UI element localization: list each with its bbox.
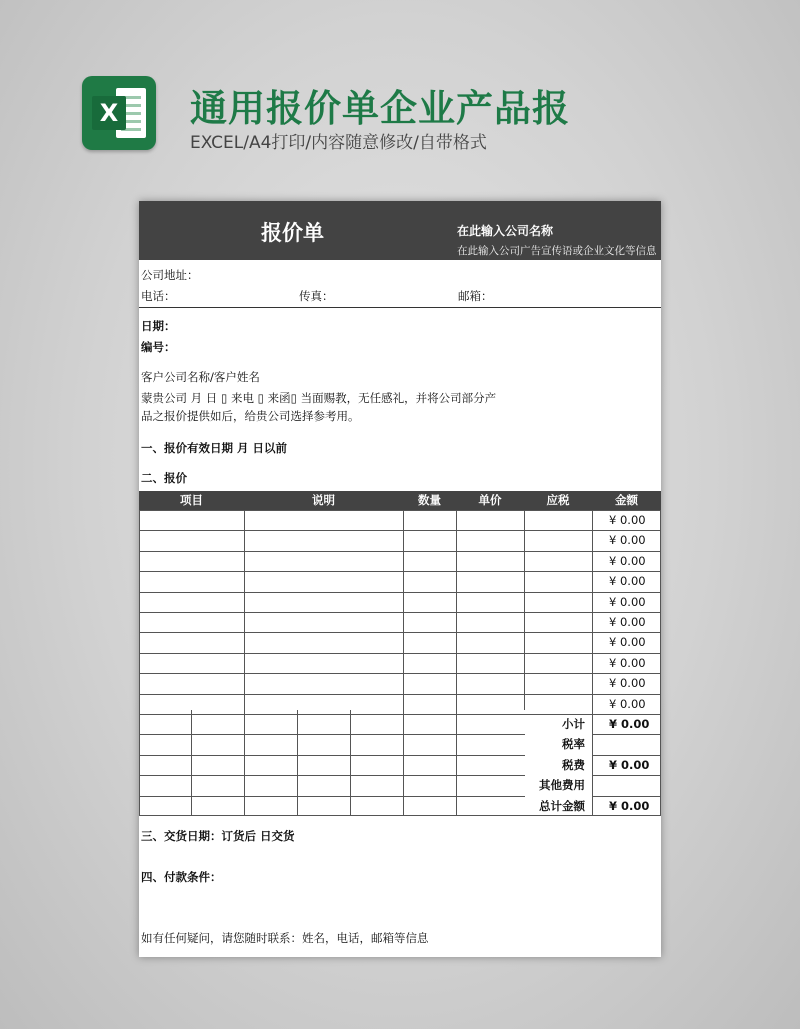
date-label: 日期： — [141, 319, 176, 333]
email-label: 邮箱： — [458, 289, 493, 303]
table-gridline — [139, 571, 661, 572]
amount-cell[interactable]: ¥ 0.00 — [609, 656, 646, 670]
table-gridline — [139, 673, 661, 674]
divider — [139, 307, 661, 308]
table-gridline — [139, 612, 661, 613]
table-gridline — [139, 510, 661, 511]
table-gridline — [139, 632, 661, 633]
address-label: 公司地址： — [141, 268, 199, 282]
page-subtitle: EXCEL/A4打印/内容随意修改/自带格式 — [190, 133, 487, 153]
company-slogan-field[interactable]: 在此输入公司广告宣传语或企业文化等信息 — [457, 245, 657, 257]
table-gridline — [139, 694, 661, 695]
table-gridline — [139, 592, 661, 593]
section-valid-date: 一、报价有效日期 月 日以前 — [141, 441, 288, 455]
page-title: 通用报价单企业产品报 — [190, 87, 570, 130]
summary-value[interactable]: ¥ 0.00 — [609, 717, 650, 731]
intro-text-line2: 品之报价提供如后，给贵公司选择参考用。 — [141, 409, 360, 423]
excel-x-letter: X — [92, 96, 126, 130]
table-gridline — [139, 796, 525, 797]
amount-cell[interactable]: ¥ 0.00 — [609, 513, 646, 527]
amount-cell[interactable]: ¥ 0.00 — [609, 676, 646, 690]
phone-label: 电话： — [141, 289, 176, 303]
intro-text-line1: 蒙贵公司 月 日 ▯ 来电 ▯ 来函▯ 当面赐教，无任感礼，并将公司部分产 — [141, 391, 497, 405]
amount-cell[interactable]: ¥ 0.00 — [609, 615, 646, 629]
amount-cell[interactable]: ¥ 0.00 — [609, 635, 646, 649]
table-gridline — [139, 551, 661, 552]
summary-label: 其他费用 — [539, 778, 585, 792]
amount-cell[interactable]: ¥ 0.00 — [609, 595, 646, 609]
quote-table — [139, 510, 661, 816]
table-gridline — [592, 734, 661, 735]
section-payment-terms: 四、付款条件： — [141, 870, 222, 884]
summary-label: 税率 — [562, 737, 585, 751]
document-header — [139, 201, 661, 260]
column-header-taxable: 应税 — [546, 493, 570, 507]
table-gridline — [139, 653, 661, 654]
summary-label: 税费 — [562, 758, 585, 772]
summary-label: 小计 — [562, 717, 585, 731]
amount-cell[interactable]: ¥ 0.00 — [609, 533, 646, 547]
footer-contact: 如有任何疑问，请您随时联系：姓名，电话，邮箱等信息 — [141, 931, 429, 945]
document-title: 报价单 — [261, 221, 324, 245]
amount-cell[interactable]: ¥ 0.00 — [609, 574, 646, 588]
table-gridline — [139, 530, 661, 531]
excel-icon — [82, 76, 156, 150]
fax-label: 传真： — [299, 289, 334, 303]
summary-label: 总计金额 — [539, 799, 585, 813]
column-header-quantity: 数量 — [418, 493, 441, 507]
column-header-description: 说明 — [312, 493, 335, 507]
column-header-unit-price: 单价 — [478, 493, 502, 507]
column-header-amount: 金额 — [615, 493, 638, 507]
amount-cell[interactable]: ¥ 0.00 — [609, 554, 646, 568]
section-delivery-date: 三、交货日期：订货后 日交货 — [141, 829, 295, 843]
table-gridline — [139, 775, 525, 776]
summary-value[interactable]: ¥ 0.00 — [609, 799, 650, 813]
column-header-item: 项目 — [180, 493, 203, 507]
company-name-field[interactable]: 在此输入公司名称 — [457, 224, 554, 238]
table-gridline — [139, 734, 525, 735]
number-label: 编号： — [141, 340, 176, 354]
client-label: 客户公司名称/客户姓名 — [141, 370, 260, 384]
summary-value[interactable]: ¥ 0.00 — [609, 758, 650, 772]
table-gridline — [139, 755, 525, 756]
table-header — [139, 491, 661, 510]
section-quote: 二、报价 — [141, 471, 187, 485]
amount-cell[interactable]: ¥ 0.00 — [609, 697, 646, 711]
quotation-document — [139, 201, 661, 957]
table-gridline — [592, 775, 661, 776]
